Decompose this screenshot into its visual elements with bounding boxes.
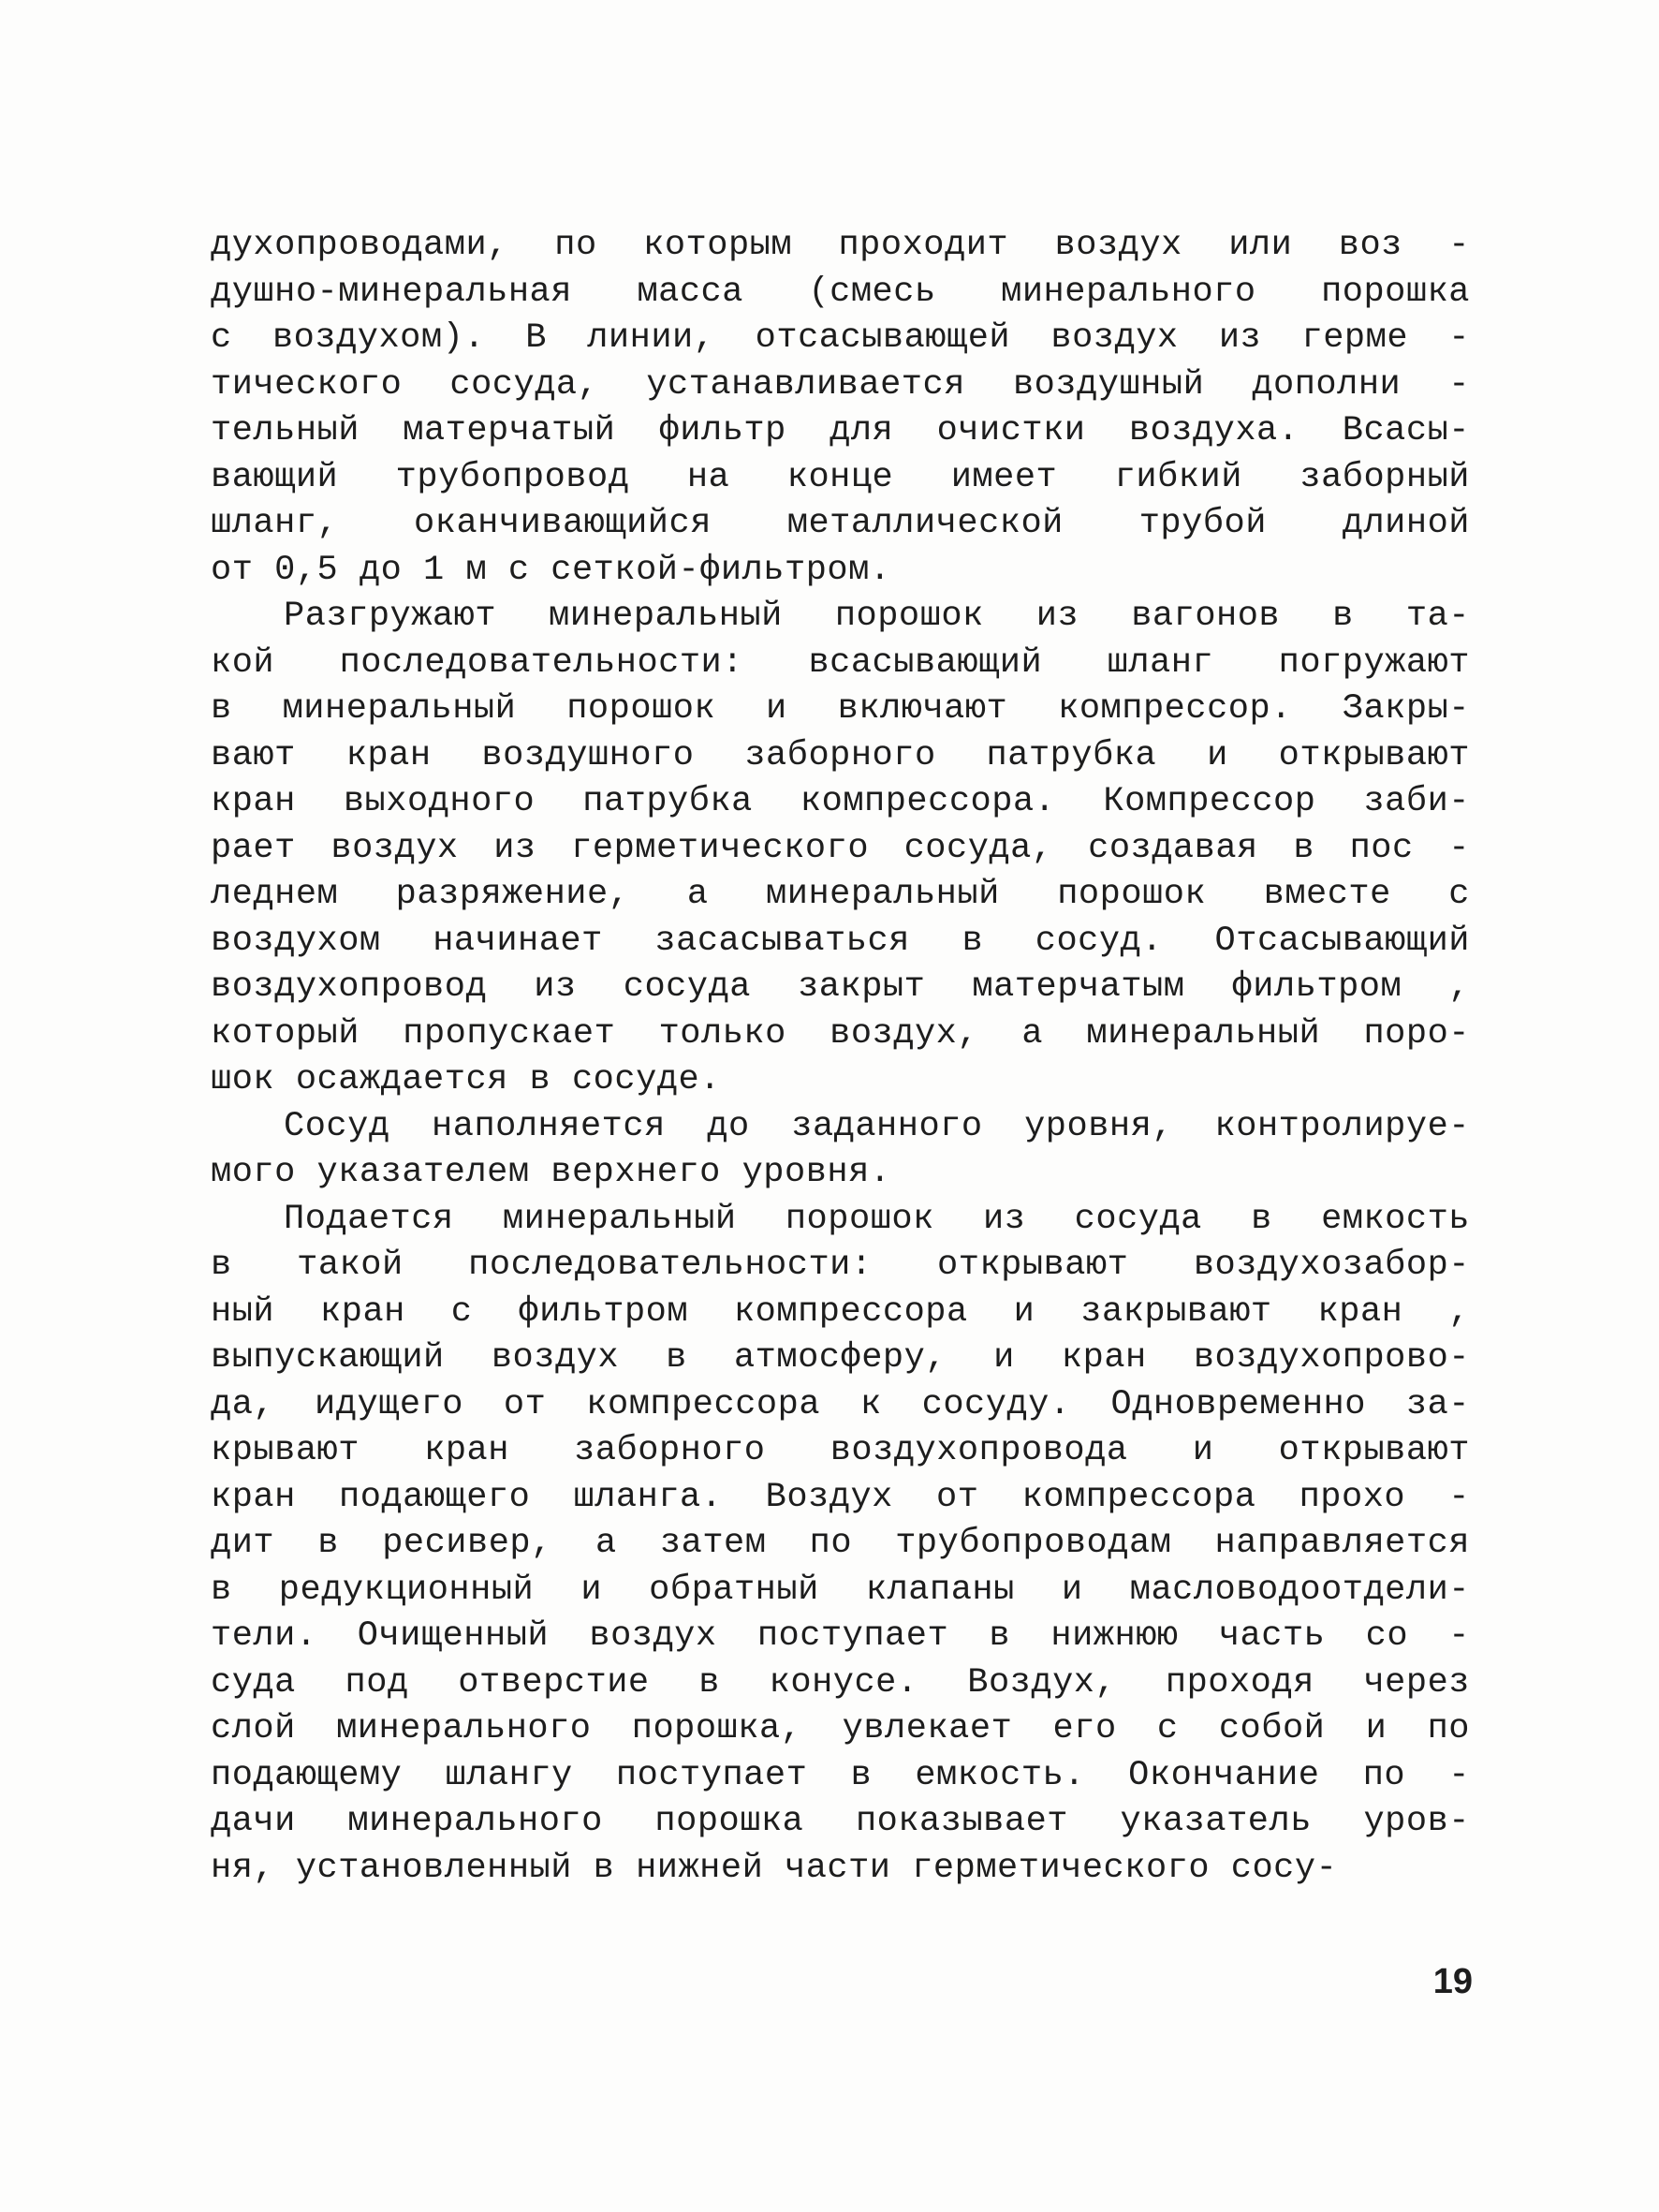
text-line: подающему шлангу поступает в емкость. Окончание по - [211,1755,1470,1795]
text-line: крывают кран заборного воздухопровода и открывают [211,1431,1470,1470]
text-line: с воздухом). В линии, отсасывающей воздух из герме - [211,318,1470,358]
text-line: который пропускает только воздух, а минеральный поро- [211,1013,1470,1054]
text-line: кран подающего шланга. Воздух от компрессора прохо - [211,1477,1470,1517]
text-line: слой минерального порошка, увлекает его с собой и по [211,1709,1470,1748]
text-line: тического сосуда, устанавливается воздушный дополни - [211,364,1470,405]
text-line: выпускающий воздух в атмосферу, и кран воздухопрово- [211,1338,1470,1378]
text-line: духопроводами, по которым проходит воздух или воз - [211,226,1470,265]
text-line: ня, установленный в нижней части герметического сосу- [211,1848,1338,1888]
text-line: шланг, оканчивающийся металлической трубой длиной [211,504,1470,543]
text-line: да, идущего от компрессора к сосуду. Одновременно за- [211,1384,1470,1424]
text-line: воздухом начинает засасываться в сосуд. Отсасывающий [211,921,1470,961]
text-line: вают кран воздушного заборного патрубка и открывают [211,735,1470,775]
text-line: рает воздух из герметического сосуда, создавая в пос - [211,828,1470,868]
text-line: дит в ресивер, а затем по трубопроводам направляется [211,1524,1470,1563]
text-line: Разгружают минеральный порошок из вагонов в та- [284,597,1470,636]
text-line: воздухопровод из сосуда закрыт матерчатым фильтром , [211,967,1470,1007]
page-number: 19 [1432,1962,1473,2001]
text-line: тельный матерчатый фильтр для очистки воздуха. Всасы- [211,411,1470,450]
text-line: вающий трубопровод на конце имеет гибкий заборный [211,457,1470,497]
text-line: кран выходного патрубка компрессора. Компрессор заби- [211,782,1470,821]
text-line: в такой последовательности: открывают воздухозабор- [211,1246,1470,1285]
body-text [211,223,1470,1892]
text-line: в редукционный и обратный клапаны и масловодоотдели- [211,1570,1470,1610]
text-line: душно-минеральная масса (смесь минерального порошка [211,272,1470,312]
text-line: мого указателем верхнего уровня. [211,1153,891,1192]
text-line: Сосуд наполняется до заданного уровня, контролируе- [284,1106,1470,1146]
text-line: в минеральный порошок и включают компрессор. Закры- [211,689,1470,729]
text-line: суда под отверстие в конусе. Воздух, проходя через [211,1662,1470,1703]
text-line: кой последовательности: всасывающий шланг погружают [211,642,1470,683]
text-line: леднем разряжение, а минеральный порошок вместе с [211,875,1470,914]
text-line: от 0,5 до 1 м с сеткой-фильтром. [211,550,891,590]
text-line: тели. Очищенный воздух поступает в нижнюю часть со - [211,1616,1470,1656]
text-line: дачи минерального порошка показывает указатель уров- [211,1802,1470,1841]
text-line: ный кран с фильтром компрессора и закрывают кран , [211,1291,1470,1332]
text-line: шок осаждается в сосуде. [211,1060,721,1099]
text-line: Подается минеральный порошок из сосуда в емкость [284,1199,1470,1239]
